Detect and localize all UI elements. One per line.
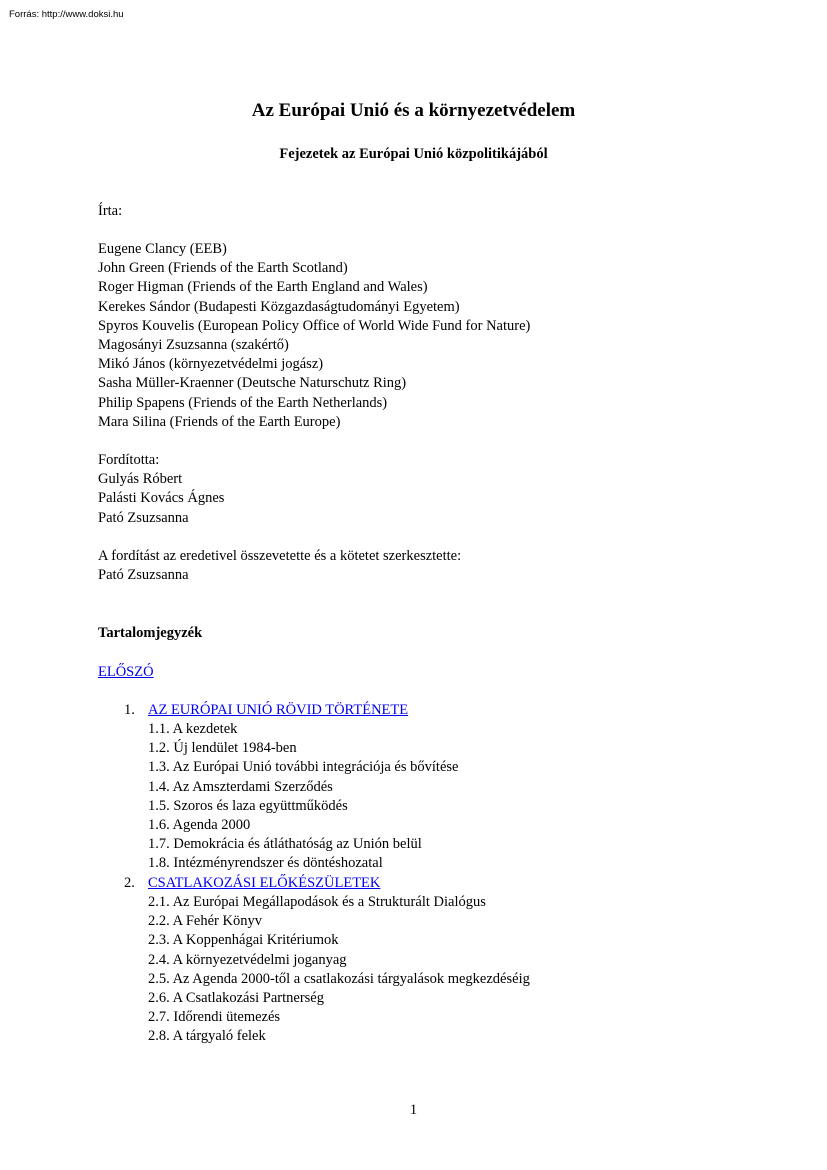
toc-section-item: 2.6. A Csatlakozási Partnerség: [148, 990, 324, 1007]
editor-name: Pató Zsuzsanna: [98, 567, 189, 584]
toc-section-item: 2.3. A Koppenhágai Kritériumok: [148, 932, 339, 949]
author-item: Eugene Clancy (EEB): [98, 241, 227, 257]
author-item: Spyros Kouvelis (European Policy Office of World Wide Fund for Nature): [98, 317, 531, 334]
toc-chapter-2: [124, 874, 380, 893]
author-item: John Green (Friends of the Earth Scotland): [98, 260, 348, 277]
author-item: Kerekes Sándor (Budapesti Közgazdaságtudományi Egyetem): [98, 298, 460, 315]
chapter-2-link[interactable]: CSATLAKOZÁSI ELŐKÉSZÜLETEK: [148, 875, 381, 891]
toc-heading: Tartalomjegyzék: [98, 625, 203, 641]
toc-section-item: 1.7. Demokrácia és átláthatóság az Unión belül: [148, 836, 422, 853]
translator-item: Gulyás Róbert: [98, 471, 183, 488]
page-number: 1: [409, 1102, 418, 1118]
translator-item: Palásti Kovács Ágnes: [98, 490, 225, 507]
toc-section-item: 1.5. Szoros és laza együttműködés: [148, 797, 348, 814]
toc-section-item: 1.8. Intézményrendszer és döntéshozatal: [148, 855, 383, 872]
toc-chapter-1: [124, 701, 408, 720]
author-item: Philip Spapens (Friends of the Earth Netherlands): [98, 394, 388, 411]
editor-label: A fordítást az eredetivel összevetette és a kötetet szerkesztette:: [98, 548, 462, 564]
chapter-number: 1.: [124, 702, 135, 718]
toc-section-item: 2.8. A tárgyaló felek: [148, 1028, 266, 1045]
author-item: Mara Silina (Friends of the Earth Europe): [98, 413, 341, 430]
toc-section-item: 2.5. Az Agenda 2000-től a csatlakozási tárgyalások megkezdéséig: [148, 970, 530, 987]
toc-section-item: 1.6. Agenda 2000: [148, 817, 251, 834]
toc-section-item: 2.4. A környezetvédelmi joganyag: [148, 951, 347, 968]
translators-label: Fordította:: [98, 452, 160, 468]
document-subtitle: Fejezetek az Európai Unió közpolitikájából: [279, 146, 548, 162]
document-title: Az Európai Unió és a környezetvédelem: [251, 100, 576, 121]
authors-list: [98, 240, 530, 432]
authors-label: Írta:: [98, 203, 123, 219]
toc-section-item: 2.1. Az Európai Megállapodások és a Strukturált Dialógus: [148, 894, 486, 910]
author-item: Roger Higman (Friends of the Earth England and Wales): [98, 279, 428, 296]
chapter-1-link[interactable]: AZ EURÓPAI UNIÓ RÖVID TÖRTÉNETE: [148, 702, 409, 718]
chapter-2-sections: [148, 893, 530, 1047]
author-item: Mikó János (környezetvédelmi jogász): [98, 356, 324, 373]
source-url: Forrás: http://www.doksi.hu: [9, 9, 124, 20]
toc-section-item: 1.1. A kezdetek: [148, 721, 238, 737]
chapter-number: 2.: [124, 875, 135, 891]
preface-link[interactable]: ELŐSZÓ: [98, 664, 154, 680]
toc-section-item: 2.7. Időrendi ütemezés: [148, 1009, 281, 1026]
translators-section: [98, 451, 224, 528]
author-item: Magosányi Zsuzsanna (szakértő): [98, 337, 289, 354]
toc-preface: [98, 663, 154, 682]
toc-section-item: 1.3. Az Európai Unió további integrációja és bővítése: [148, 759, 459, 776]
author-item: Sasha Müller-Kraenner (Deutsche Naturschutz Ring): [98, 375, 407, 392]
toc-section-item: 1.4. Az Amszterdami Szerződés: [148, 778, 333, 795]
chapter-1-sections: [148, 720, 458, 874]
toc-section-item: 1.2. Új lendület 1984-ben: [148, 740, 297, 757]
toc-section-item: 2.2. A Fehér Könyv: [148, 913, 262, 930]
editor-section: [98, 547, 461, 585]
translator-item: Pató Zsuzsanna: [98, 509, 189, 526]
